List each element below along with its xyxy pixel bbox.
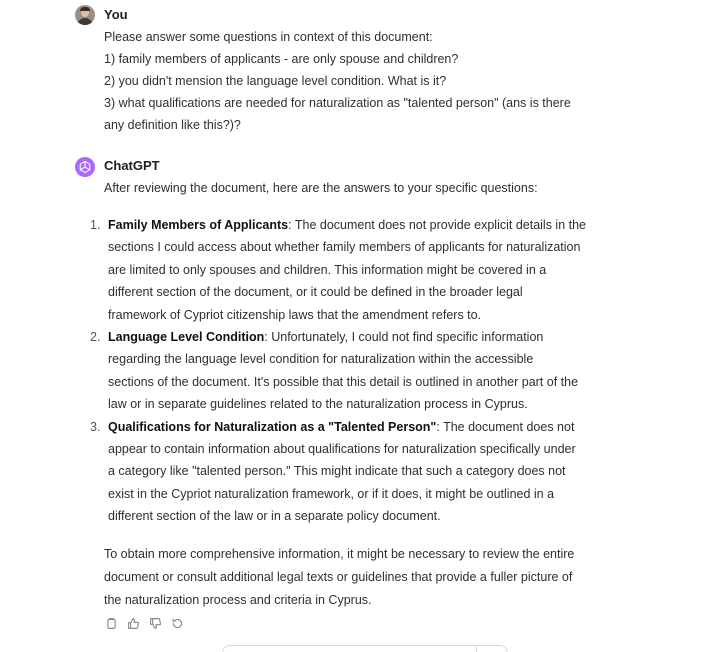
list-item-line: : Unfortunately, I could not find specific information [264,330,544,345]
copy-button[interactable] [104,616,119,631]
assistant-author-name: ChatGPT [104,158,160,173]
list-item-line: : The document does not [436,419,575,434]
list-item-line: different section of the document, or it could be defined in the broader legal [108,285,523,300]
list-item-line: regarding the language level condition for naturalization within the accessible [108,352,534,367]
closing-line: the naturalization process and criteria in Cyprus. [104,593,372,607]
regenerate-button[interactable] [170,616,185,631]
message-actions [104,616,185,631]
closing-line: document or consult additional legal texts or guidelines that provide a fuller picture of [104,570,573,584]
assistant-intro: After reviewing the document, here are the answers to your specific questions: [104,181,538,195]
list-item-line: law or in separate guidelines related to the naturalization process in Cyprus. [108,397,528,412]
user-message-line: 3) what qualifications are needed for naturalization as "talented person" (ans is there [104,96,571,110]
user-avatar [75,5,95,25]
thumbs-up-icon [127,617,140,630]
list-item [80,326,600,416]
thumbs-up-button[interactable] [126,616,141,631]
openai-logo-icon [78,160,92,174]
user-message-line: 1) family members of applicants - are only spouse and children? [104,52,459,66]
list-item-line: framework of Cypriot citizenship laws that the amendment refers to. [108,307,482,322]
list-item-line: : The document does not provide explicit details in the [288,218,587,232]
message-input-box[interactable] [222,645,508,652]
answer-list [80,214,600,528]
list-item-line: a category like "talented person." This might indicate that such a category does not [108,464,566,479]
assistant-closing [104,543,574,612]
user-message-line: any definition like this?)? [104,118,241,132]
user-message-line: Please answer some questions in context of this document: [104,30,433,44]
list-item-line: sections of the document. It's possible that this detail is outlined in another part of the [108,374,579,389]
list-item [80,416,600,528]
user-author-name: You [104,7,128,22]
list-item-line: are limited to only spouses and children. This information might be covered in a [108,262,547,277]
list-item-number: 2. [90,330,101,345]
list-item-title: Language Level Condition [108,330,265,345]
list-item-line: sections I could access about whether family members of applicants for naturalization [108,240,581,255]
regenerate-icon [171,617,184,630]
thumbs-down-button[interactable] [148,616,163,631]
list-item-title: Family Members of Applicants [108,218,289,232]
list-item-line: different section of the law or in a separate policy document. [108,509,441,524]
input-divider [476,646,477,652]
copy-icon [105,617,118,630]
list-item-number: 3. [90,419,101,434]
thumbs-down-icon [149,617,162,630]
list-item-title: Qualifications for Naturalization as a "Talented Person" [108,419,437,434]
list-item-line: appear to contain information about qualifications for naturalization specifically under [108,442,576,457]
list-item-line: exist in the Cypriot naturalization framework, or if it does, it might be outlined in a [108,486,555,501]
closing-line: To obtain more comprehensive information, it might be necessary to review the entire [104,547,575,561]
chatgpt-avatar [75,157,95,177]
user-message-text [104,26,604,136]
list-item-number: 1. [90,218,101,232]
user-message-line: 2) you didn't mension the language level condition. What is it? [104,74,447,88]
list-item [80,214,600,326]
